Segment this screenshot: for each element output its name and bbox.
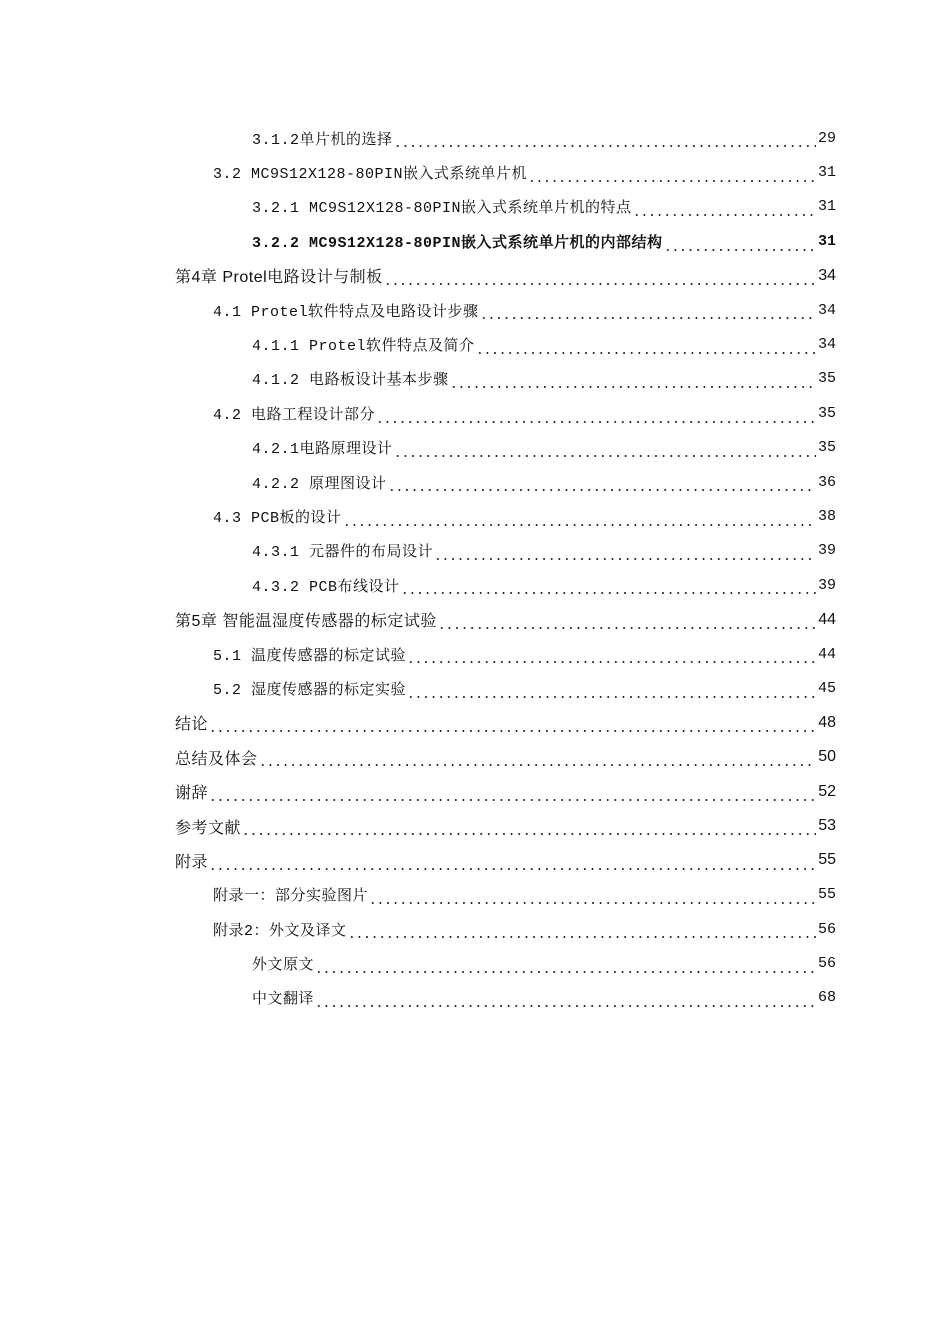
toc-entry-chapter-4[interactable] — [0, 259, 950, 293]
toc-entry-title: 4.1 Protel软件特点及电路设计步骤 — [213, 303, 479, 321]
toc-entry-5-1[interactable] — [0, 637, 950, 671]
toc-entry-title: 附录一：部分实验图片 — [213, 888, 369, 906]
toc-entry-title: 谢辞 — [175, 785, 209, 803]
toc-entry-page: 56 — [817, 920, 836, 938]
toc-entry-page: 34 — [817, 336, 836, 354]
dot-leader — [376, 409, 816, 424]
toc-entry-title: 4.3.2 PCB布线设计 — [252, 578, 400, 596]
toc-entry-4-1[interactable] — [0, 293, 950, 327]
toc-entry-title: 4.2.2 原理图设计 — [252, 475, 387, 493]
dot-leader — [450, 374, 816, 389]
toc-entry-conclusion[interactable] — [0, 706, 950, 740]
toc-entry-3-1-2[interactable] — [0, 121, 950, 155]
dot-leader — [528, 168, 816, 183]
toc-entry-page: 68 — [817, 989, 836, 1007]
dot-leader — [369, 890, 816, 905]
toc-entry-title: 总结及体会 — [175, 750, 258, 768]
toc-entry-4-3[interactable] — [0, 499, 950, 533]
toc-entry-page: 44 — [818, 610, 836, 628]
dot-leader — [401, 580, 816, 595]
dot-leader — [388, 477, 816, 492]
toc-entry-3-2-1[interactable] — [0, 190, 950, 224]
table-of-contents — [0, 121, 950, 1015]
toc-entry-chapter-5[interactable] — [0, 602, 950, 636]
toc-entry-title: 第4章 Protel电路设计与制板 — [175, 269, 383, 287]
toc-entry-4-3-2[interactable] — [0, 568, 950, 602]
dot-leader — [242, 820, 816, 836]
toc-entry-page: 34 — [817, 301, 836, 319]
toc-entry-appendix-1[interactable] — [0, 878, 950, 912]
dot-leader — [384, 270, 817, 286]
toc-entry-title: 3.2 MC9S12X128-80PIN嵌入式系统单片机 — [213, 166, 528, 184]
toc-entry-title: 3.2.2 MC9S12X128-80PIN嵌入式系统单片机的内部结构 — [252, 234, 663, 252]
toc-entry-4-2-1[interactable] — [0, 431, 950, 465]
dot-leader — [348, 924, 816, 939]
toc-entry-title: 外文原文 — [252, 957, 315, 975]
toc-entry-page: 31 — [817, 164, 836, 182]
dot-leader — [633, 202, 816, 217]
toc-entry-title: 5.1 温度传感器的标定试验 — [213, 647, 407, 665]
dot-leader — [315, 993, 816, 1008]
toc-entry-page: 34 — [818, 266, 836, 284]
toc-entry-title: 4.3 PCB板的设计 — [213, 509, 342, 527]
toc-entry-appendix[interactable] — [0, 843, 950, 877]
dot-leader — [407, 684, 816, 699]
toc-entry-title: 4.1.1 Protel软件特点及简介 — [252, 338, 475, 356]
toc-entry-title: 结论 — [175, 716, 209, 734]
toc-entry-title: 中文翻译 — [252, 991, 315, 1009]
toc-entry-page: 29 — [817, 129, 836, 147]
toc-entry-page: 35 — [817, 439, 836, 457]
toc-entry-page: 35 — [817, 404, 836, 422]
toc-entry-4-1-1[interactable] — [0, 327, 950, 361]
toc-entry-page: 52 — [818, 782, 836, 800]
toc-entry-page: 45 — [817, 679, 836, 697]
toc-entry-title: 附录 — [175, 853, 209, 871]
toc-entry-page: 35 — [817, 370, 836, 388]
dot-leader — [259, 751, 817, 767]
dot-leader — [209, 717, 816, 733]
toc-entry-title: 4.3.1 元器件的布局设计 — [252, 544, 434, 562]
toc-entry-references[interactable] — [0, 809, 950, 843]
dot-leader — [664, 237, 816, 252]
toc-entry-summary[interactable] — [0, 740, 950, 774]
toc-entry-page: 31 — [817, 198, 836, 216]
toc-entry-4-3-1[interactable] — [0, 534, 950, 568]
dot-leader — [394, 133, 816, 148]
dot-leader — [480, 305, 816, 320]
toc-entry-title: 5.2 湿度传感器的标定实验 — [213, 681, 407, 699]
toc-entry-page: 38 — [817, 507, 836, 525]
toc-entry-title: 3.1.2单片机的选择 — [252, 131, 393, 149]
toc-entry-page: 56 — [817, 955, 836, 973]
toc-entry-4-1-2[interactable] — [0, 362, 950, 396]
dot-leader — [476, 340, 816, 355]
toc-entry-page: 44 — [817, 645, 836, 663]
toc-entry-title: 4.2.1电路原理设计 — [252, 441, 393, 459]
toc-entry-page: 36 — [817, 473, 836, 491]
dot-leader — [434, 546, 816, 561]
toc-entry-5-2[interactable] — [0, 671, 950, 705]
toc-entry-title: 参考文献 — [175, 819, 242, 837]
toc-entry-chinese-translation[interactable] — [0, 981, 950, 1015]
dot-leader — [209, 786, 816, 802]
toc-entry-title: 3.2.1 MC9S12X128-80PIN嵌入式系统单片机的特点 — [252, 200, 632, 218]
toc-entry-page: 53 — [818, 817, 836, 834]
dot-leader — [407, 649, 816, 664]
toc-entry-4-2[interactable] — [0, 396, 950, 430]
toc-entry-page: 39 — [817, 576, 836, 594]
dot-leader — [315, 959, 816, 974]
toc-entry-acknowledgements[interactable] — [0, 774, 950, 808]
toc-entry-page: 55 — [817, 886, 836, 904]
toc-entry-title: 第5章 智能温湿度传感器的标定试验 — [175, 613, 437, 631]
toc-entry-page: 39 — [817, 542, 836, 560]
toc-entry-foreign-original[interactable] — [0, 946, 950, 980]
toc-entry-page: 50 — [818, 748, 836, 766]
toc-entry-title: 附录2：外文及译文 — [213, 922, 347, 940]
toc-entry-page: 31 — [817, 232, 836, 250]
toc-entry-4-2-2[interactable] — [0, 465, 950, 499]
toc-entry-page: 48 — [818, 713, 836, 731]
toc-entry-3-2[interactable] — [0, 155, 950, 189]
toc-entry-title: 4.1.2 电路板设计基本步骤 — [252, 372, 449, 390]
toc-entry-title: 4.2 电路工程设计部分 — [213, 406, 376, 424]
toc-entry-appendix-2[interactable] — [0, 912, 950, 946]
dot-leader — [438, 614, 816, 630]
dot-leader — [394, 443, 816, 458]
toc-entry-page: 55 — [818, 851, 836, 869]
toc-entry-3-2-2[interactable] — [0, 224, 950, 258]
dot-leader — [343, 512, 816, 527]
dot-leader — [209, 855, 816, 871]
